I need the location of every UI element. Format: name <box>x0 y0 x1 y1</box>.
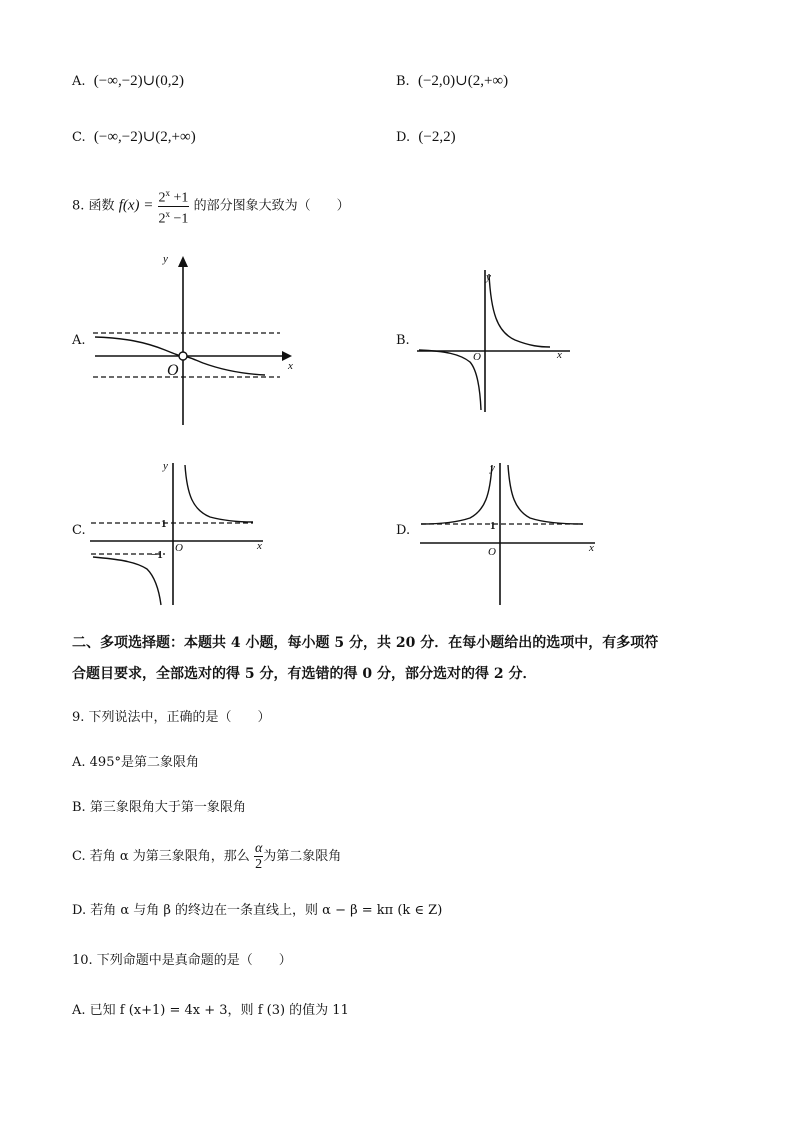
graph-c-label: C. <box>72 523 86 538</box>
q7-option-c-text: (−∞,−2)∪(2,+∞) <box>93 129 196 145</box>
q9-stem: 9. 下列说法中，正确的是（ ） <box>72 710 271 725</box>
q10-stem: 10. 下列命题中是真命题的是（ ） <box>72 953 292 968</box>
graph-a-origin: O <box>167 362 179 379</box>
graph-b-label: B. <box>396 333 410 348</box>
graph-d-y-label: y <box>490 462 495 474</box>
graph-d-label: D. <box>396 523 411 538</box>
q7-option-c: C. (−∞,−2)∪(2,+∞) <box>72 129 196 145</box>
graph-c-curve-right <box>185 465 253 522</box>
q9-option-b: B. 第三象限角大于第一象限角 <box>72 800 246 815</box>
graph-c-x-label: x <box>257 540 262 552</box>
graph-d-x-label: x <box>589 542 594 554</box>
graph-a-label: A. <box>72 333 86 348</box>
graph-a-x-label: x <box>288 360 293 372</box>
graph-d-curve-left <box>421 465 492 524</box>
graph-c-neg-one-label: −1 <box>151 549 163 561</box>
q7-option-b: B. (−2,0)∪(2,+∞) <box>396 73 509 89</box>
graph-c-origin: O <box>175 542 183 554</box>
graph-b-curve-left <box>419 350 481 410</box>
section2-heading-line1: 二、多项选择题：本题共 4 小题，每小题 5 分，共 20 分．在每小题给出的选项中，有多项符 <box>72 635 659 651</box>
graph-b-y-label: y <box>486 271 491 283</box>
graph-b-x-label: x <box>557 349 562 361</box>
graph-a-y-label: y <box>163 253 168 265</box>
graph-b <box>415 262 575 417</box>
q9-option-d: D. 若角 α 与角 β 的终边在一条直线上，则 α − β = kπ (k ∈ Z) <box>72 903 443 918</box>
section2-heading-line2: 合题目要求，全部选对的得 5 分，有选错的得 0 分，部分选对的得 2 分． <box>72 666 537 682</box>
graph-d <box>415 455 605 610</box>
graph-c-y-label: y <box>163 460 168 472</box>
graph-a <box>85 250 300 430</box>
q7-option-a: A. (−∞,−2)∪(0,2) <box>72 73 184 89</box>
graph-c-one-label: 1 <box>161 518 167 530</box>
graph-d-origin: O <box>488 546 496 558</box>
q10-option-a: A. 已知 f (x+1) = 4x + 3，则 f (3) 的值为 11 <box>72 1003 349 1018</box>
graph-d-curve-right <box>508 465 583 524</box>
q9-option-c-fraction: $\frac{\alpha}{2}$ <box>254 841 263 872</box>
graph-b-origin: O <box>473 351 481 363</box>
q9-option-a: A. 495°是第二象限角 <box>72 755 199 770</box>
q9-option-c: C. 若角 α 为第三象限角，那么 $\frac{\alpha}{2}$ 为第二象限角 <box>72 841 342 872</box>
q8-fraction: $\frac{2^x +1}{2^x -1}$ <box>158 188 189 227</box>
graph-b-curve-right <box>489 274 550 347</box>
q7-option-d-text: (−2,2) <box>418 129 456 145</box>
q8-stem: 8. 函数 f(x) = $\frac{2^x +1}{2^x -1}$ 的部分图象大致为（ ） <box>72 188 350 227</box>
graph-a-open-point <box>179 352 187 360</box>
graph-c <box>85 455 275 610</box>
q7-option-d: D. (−2,2) <box>396 129 456 145</box>
q7-option-a-text: (−∞,−2)∪(0,2) <box>93 73 184 89</box>
graph-d-one-label: 1 <box>490 520 496 532</box>
q7-option-b-text: (−2,0)∪(2,+∞) <box>417 73 509 89</box>
graph-c-curve-left <box>93 557 161 605</box>
